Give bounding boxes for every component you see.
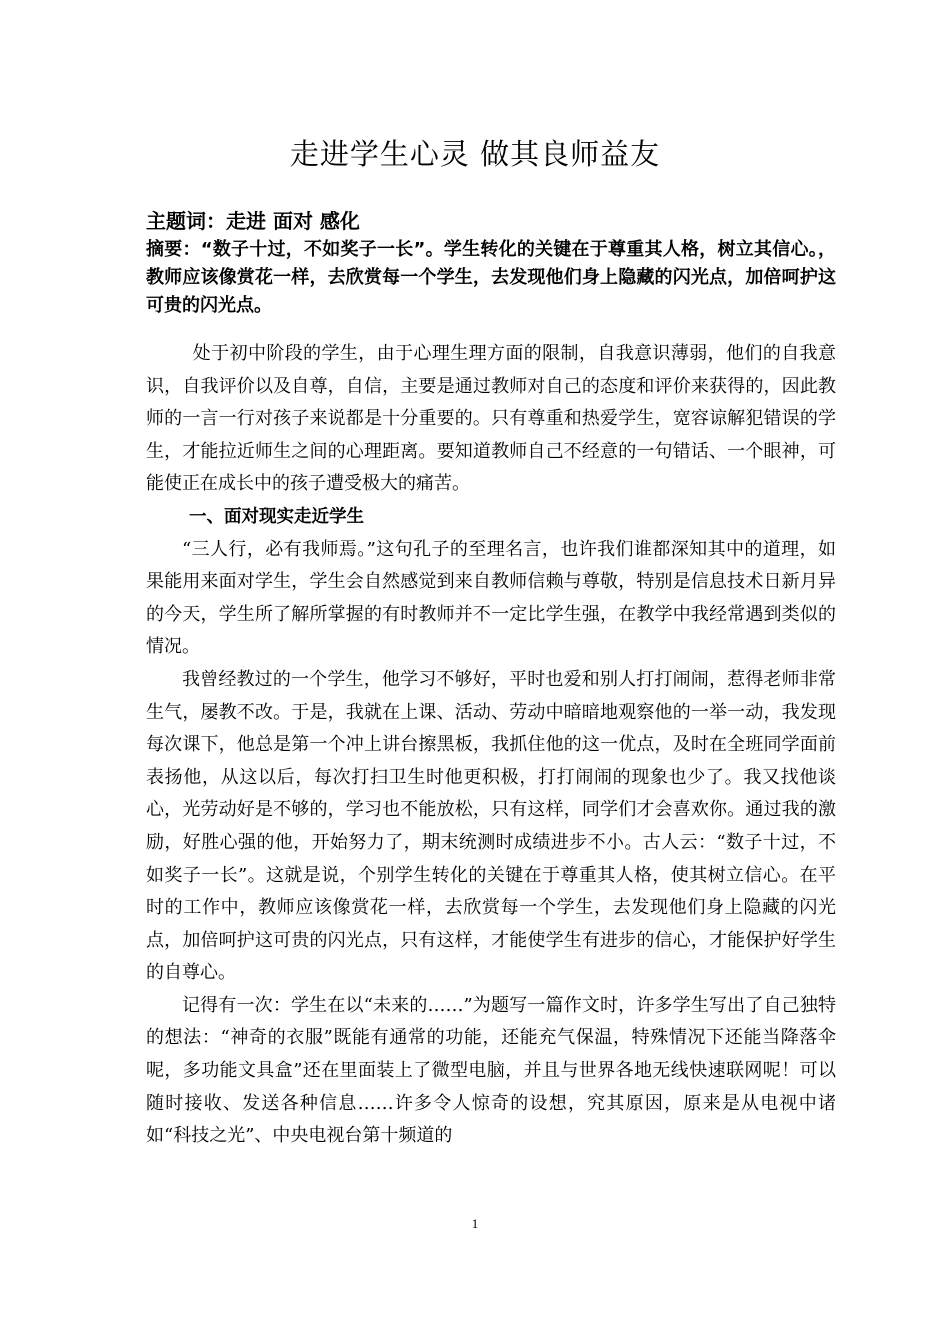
- keywords-line: 主题词：走进 面对 感化: [146, 209, 360, 233]
- body-paragraph: 我曾经教过的一个学生，他学习不够好，平时也爱和别人打打闹闹，惹得老师非常生气，屡教不改。于是，我就在上课、活动、劳动中暗暗地观察他的一举一动，我发现每次课下，他总是第一个冲上讲台擦黑板，我抓住他的这一优点，及时在全班同学面前表扬他，从这以后，每次打扫卫生时他更积极，打打闹闹的现象也少了。我又找他谈心，光劳动好是不够的，学习也不能放松，只有这样，同学们才会喜欢你。通过我的激励，好胜心强的他，开始努力了，期末统测时成绩进步不小。古人云：“数子十过，不如奖子一长”。这就是说，个别学生转化的关键在于尊重其人格，使其树立信心。在平时的工作中，教师应该像赏花一样，去欣赏每一个学生，去发现他们身上隐藏的闪光点，加倍呵护这可贵的闪光点，只有这样，才能使学生有进步的信心，才能保护好学生的自尊心。: [146, 668, 836, 984]
- document-body: [146, 338, 836, 1153]
- abstract: 摘要：“数子十过，不如奖子一长”。学生转化的关键在于尊重其人格，树立其信心。，教师应该像赏花一样，去欣赏每一个学生，去发现他们身上隐藏的闪光点，加倍呵护这可贵的闪光点。: [146, 239, 836, 316]
- document-title: 走进学生心灵 做其良师益友: [289, 137, 661, 171]
- body-paragraph: 记得有一次：学生在以“未来的……”为题写一篇作文时，许多学生写出了自己独特的想法：“神奇的衣服”既能有通常的功能，还能充气保温，特殊情况下还能当降落伞呢，多功能文具盒”还在里面装上了微型电脑，并且与世界各地无线快速联网呢！可以随时接收、发送各种信息……许多令人惊奇的设想，究其原因，原来是从电视中诸如“科技之光”、中央电视台第十频道的: [146, 994, 836, 1147]
- body-paragraph: “三人行，必有我师焉。”这句孔子的至理名言，也许我们谁都深知其中的道理，如果能用来面对学生，学生会自然感觉到来自教师信赖与尊敬，特别是信息技术日新月异的今天，学生所了解所掌握的有时教师并不一定比学生强，在教学中我经常遇到类似的情况。: [146, 538, 836, 658]
- page-number: 1: [471, 1216, 479, 1231]
- body-paragraph-intro: 处于初中阶段的学生，由于心理生理方面的限制，自我意识薄弱，他们的自我意识，自我评价以及自尊，自信，主要是通过教师对自己的态度和评价来获得的，因此教师的一言一行对孩子来说都是十分重要的。只有尊重和热爱学生，宽容谅解犯错误的学生，才能拉近师生之间的心理距离。要知道教师自己不经意的一句错话、一个眼神，可能使正在成长中的孩子遭受极大的痛苦。: [146, 343, 836, 495]
- section-heading: 一、面对现实走近学生: [189, 506, 364, 527]
